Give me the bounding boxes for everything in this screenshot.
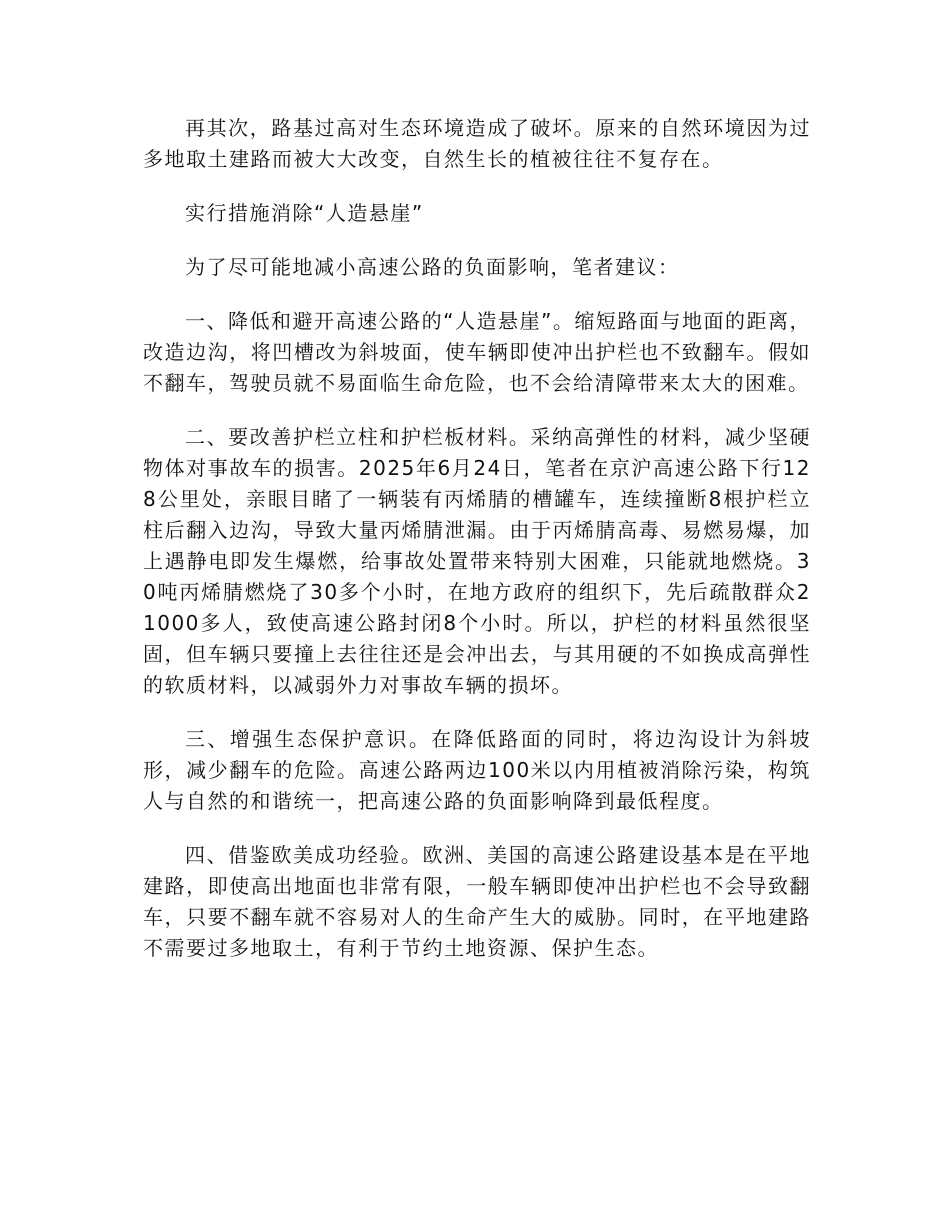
document-body xyxy=(143,113,811,987)
section-heading: 实行措施消除“人造悬崖” xyxy=(185,201,424,225)
paragraph-suggestions-intro: 为了尽可能地减小高速公路的负面影响，笔者建议： xyxy=(185,255,680,279)
paragraph-suggestion-1: 一、降低和避开高速公路的“人造悬崖”。缩短路面与地面的距离，改造边沟，将凹槽改为斜坡面，使车辆即使冲出护栏也不致翻车。假如不翻车，驾驶员就不易面临生命危险，也不会给清障带来太大的困难。 xyxy=(143,309,811,395)
paragraph-suggestion-2: 二、要改善护栏立柱和护栏板材料。采纳高弹性的材料，减少坚硬物体对事故车的损害。2025年6月24日，笔者在京沪高速公路下行128公里处，亲眼目睹了一辆装有丙烯腈的槽罐车，连续撞断8根护栏立柱后翻入边沟，导致大量丙烯腈泄漏。由于丙烯腈高毒、易燃易爆，加上遇静电即发生爆燃，给事故处置带来特别大困难，只能就地燃烧。30吨丙烯腈燃烧了30多个小时，在地方政府的组织下，先后疏散群众21000多人，致使高速公路封闭8个小时。所以，护栏的材料虽然很坚固，但车辆只要撞上去往往还是会冲出去，与其用硬的不如换成高弹性的软质材料，以减弱外力对事故车辆的损坏。 xyxy=(143,425,811,697)
paragraph-suggestion-3: 三、增强生态保护意识。在降低路面的同时，将边沟设计为斜坡形，减少翻车的危险。高速公路两边100米以内用植被消除污染，构筑人与自然的和谐统一，把高速公路的负面影响降到最低程度。 xyxy=(143,727,811,813)
paragraph-ecology-damage: 再其次，路基过高对生态环境造成了破坏。原来的自然环境因为过多地取土建路而被大大改变，自然生长的植被往往不复存在。 xyxy=(143,116,811,171)
paragraph-suggestion-4: 四、借鉴欧美成功经验。欧洲、美国的高速公路建设基本是在平地建路，即使高出地面也非常有限，一般车辆即使冲出护栏也不会导致翻车，只要不翻车就不容易对人的生命产生大的威胁。同时，在平地建路不需要过多地取土，有利于节约土地资源、保护生态。 xyxy=(143,843,811,960)
